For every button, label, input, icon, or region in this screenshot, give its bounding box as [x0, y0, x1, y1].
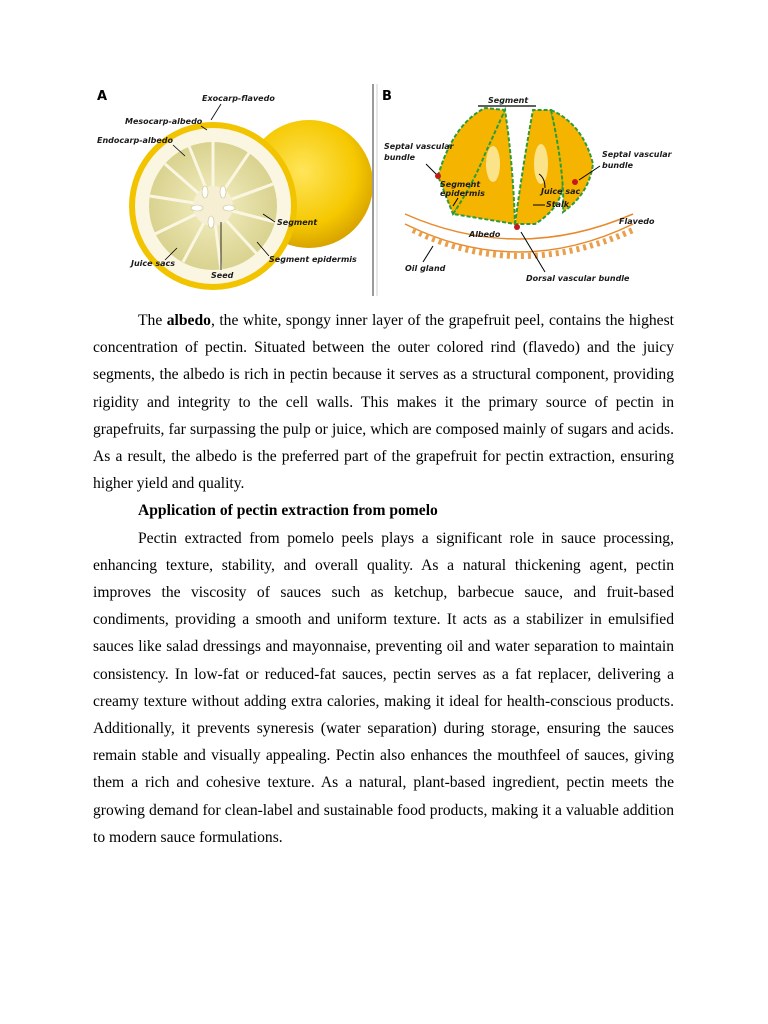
label-septal-left-1: Septal vascular: [384, 142, 454, 151]
label-septal-left-2: bundle: [384, 153, 416, 162]
label-segment-epidermis: Segment epidermis: [269, 255, 357, 264]
para1-body: , the white, spongy inner layer of the grapefruit peel, contains the highest concentration of pectin. Situated between the outer colored rind (flavedo) and the juicy segments, the albedo is rich in pectin because it serves as a structural component, providing rigidity and integrity to the cell walls. This makes it the primary source of pectin in grapefruits, far surpassing the pulp or juice, which are composed mainly of sugars and acids. As a result, the albedo is the preferred part of the grapefruit for pectin extraction, ensuring higher yield and quality.: [93, 312, 674, 493]
albedo-paragraph: [93, 307, 674, 497]
label-flavedo: Flavedo: [619, 217, 655, 226]
segment-shapes: [438, 108, 593, 224]
panel-b-label: B: [382, 89, 392, 104]
body-text: [93, 307, 674, 851]
label-oil-gland: Oil gland: [405, 264, 446, 273]
label-segment-epidermis-b-1: Segment: [440, 180, 481, 189]
dorsal-bundle: [514, 224, 520, 230]
label-juice-sac: Juice sac: [541, 187, 581, 196]
septal-bundle-right: [572, 179, 578, 185]
figure-illustration: [93, 84, 675, 296]
label-seed: Seed: [211, 271, 234, 280]
label-dorsal-vascular-bundle: Dorsal vascular bundle: [526, 274, 630, 283]
label-b-segment: Segment: [488, 96, 529, 105]
label-exocarp-flavedo: Exocarp-flavedo: [202, 94, 275, 103]
label-mesocarp-albedo: Mesocarp-albedo: [125, 117, 203, 126]
label-septal-right-1: Septal vascular: [602, 150, 672, 159]
label-juice-sacs: Juice sacs: [131, 259, 176, 268]
label-endocarp-albedo: Endocarp-albedo: [97, 136, 174, 145]
label-albedo: Albedo: [469, 230, 501, 239]
label-stalk: Stalk: [546, 200, 570, 209]
para1-lead: The: [138, 312, 167, 329]
grapefruit-anatomy-figure: [93, 84, 675, 296]
section-heading: Application of pectin extraction from pomelo: [138, 502, 438, 520]
label-segment-epidermis-b-2: epidermis: [440, 189, 485, 198]
panel-a-label: A: [97, 89, 108, 104]
pectin-application-paragraph: Pectin extracted from pomelo peels plays a significant role in sauce processing, enhancing texture, stability, and overall quality. As a natural thickening agent, pectin improves the viscosity of sauces such as ketchup, barbecue sauce, and fruit-based condiments, providing a smooth and uniform texture. It acts as a stabilizer in emulsified sauces like salad dressings and mayonnaise, preventing oil and water separation to maintain consistency. In low-fat or reduced-fat sauces, pectin serves as a fat replacer, delivering a creamy texture without adding extra calories, making it ideal for health-conscious products. Additionally, it prevents syneresis (water separation) during storage, ensuring the sauces remain stable and visually appealing. Pectin also enhances the mouthfeel of sauces, giving them a rich and cohesive texture. As a natural, plant-based ingredient, pectin meets the growing demand for clean-label and sustainable food products, making it a valuable addition to modern sauce formulations.: [93, 529, 674, 846]
label-septal-right-2: bundle: [602, 161, 634, 170]
juice-sac-highlights: [486, 144, 548, 184]
label-segment: Segment: [277, 218, 318, 227]
albedo-term: albedo: [166, 312, 211, 329]
